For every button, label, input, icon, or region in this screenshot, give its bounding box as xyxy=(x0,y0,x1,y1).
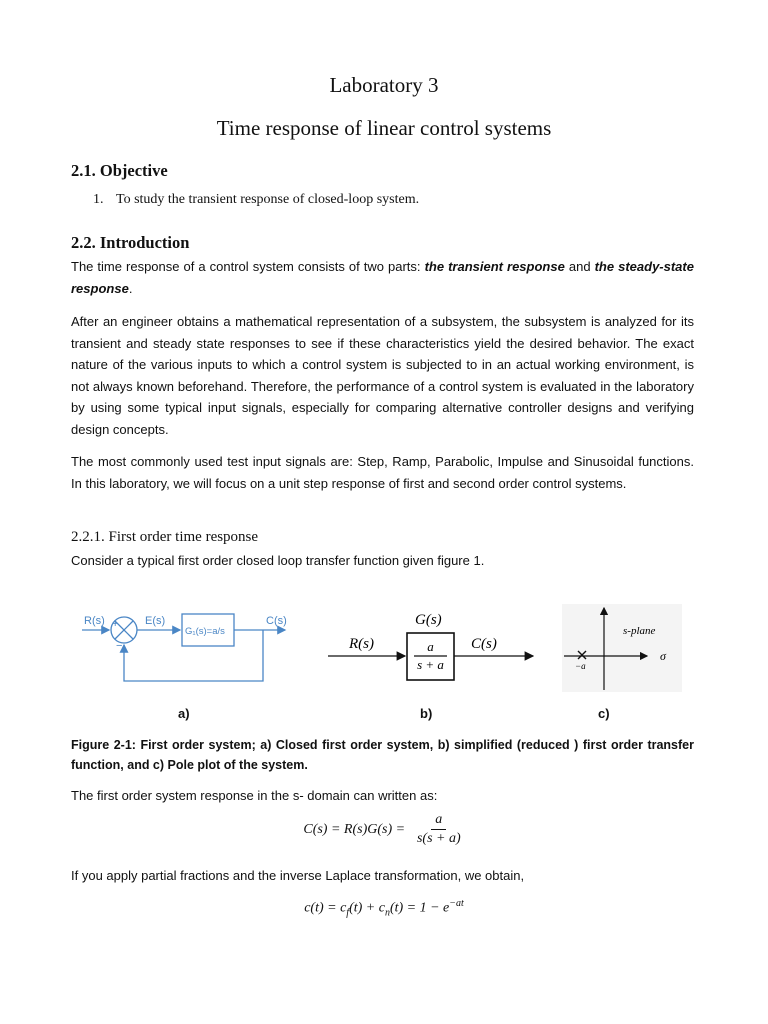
fig-b-numerator: a xyxy=(427,639,434,654)
s-domain-paragraph: The first order system response in the s- domain can written as: xyxy=(71,788,438,803)
figure-caption: Figure 2-1: First order system; a) Closed first order system, b) simplified (reduced ) first order transfer function, and c) Pole plot of the system. xyxy=(71,738,694,772)
objective-heading: 2.1. Objective xyxy=(71,161,168,180)
eq1-denominator: s(s + a) xyxy=(416,831,461,846)
objective-item-text: To study the transient response of closed-loop system. xyxy=(116,192,420,207)
objective-list-item xyxy=(93,192,419,208)
intro-paragraph-2: After an engineer obtains a mathematical representation of a subsystem, the subsystem is analyzed for its transient and steady state responses to see if these characteristics yield the desired behavior. The exact nature of the various inputs to which a control system is subjected to in an actual working environment, is not always known beforehand. Therefore, the performance of a control system is evaluated in the laboratory by using some typical input signals, especially for comparing alternative controller designs and verifying design concepts. xyxy=(71,314,694,437)
intro-p1-text: The time response of a control system consists of two parts: xyxy=(71,259,425,274)
svg-text:−: − xyxy=(116,640,123,652)
fig-b-input-label: R(s) xyxy=(349,636,374,652)
figure-b-reduced-block xyxy=(326,606,538,686)
fig-b-caption-label: b) xyxy=(420,706,433,721)
first-order-paragraph: Consider a typical first order closed loop transfer function given figure 1. xyxy=(71,553,485,568)
intro-p1-emphasis-transient: the transient response xyxy=(424,259,565,274)
page-title: Laboratory 3 xyxy=(329,73,439,97)
equation-cs xyxy=(0,812,768,847)
fig-b-denominator: s + a xyxy=(417,657,444,672)
fig-a-error-label: E(s) xyxy=(145,615,166,627)
eq2-sub-n: n xyxy=(384,907,390,919)
intro-p1-conjunction: and xyxy=(564,259,595,274)
laplace-paragraph: If you apply partial fractions and the inverse Laplace transformation, we obtain, xyxy=(71,868,525,883)
first-order-heading: 2.2.1. First order time response xyxy=(71,529,259,545)
eq2-part-1: c(t) = c xyxy=(304,900,347,916)
equation-ct xyxy=(0,898,768,918)
objective-item-number: 1. xyxy=(93,192,104,207)
fig-b-output-label: C(s) xyxy=(471,636,497,652)
svg-text:+: + xyxy=(112,618,119,630)
eq2-sub-f: f xyxy=(346,907,350,919)
fig-b-gain-label: G(s) xyxy=(415,612,442,628)
fig-c-pole-label: −a xyxy=(575,661,586,671)
eq2-part-2: (t) + c xyxy=(349,900,385,916)
intro-paragraph-1 xyxy=(71,256,694,299)
fig-a-input-label: R(s) xyxy=(84,615,105,627)
fig-c-plane-label: s-plane xyxy=(623,625,656,637)
fig-c-caption-label: c) xyxy=(598,706,610,721)
eq1-fraction xyxy=(413,812,465,847)
intro-paragraph-3: The most commonly used test input signals are: Step, Ramp, Parabolic, Impulse and Sinusoidal functions. In this laboratory, we will focus on a unit step response of first and second order control systems. xyxy=(71,454,694,491)
fig-a-caption-label: a) xyxy=(178,706,190,721)
fig-a-output-label: C(s) xyxy=(266,615,287,627)
figure-a-closed-loop-diagram xyxy=(76,605,292,690)
intro-p1-end: . xyxy=(128,280,133,296)
eq1-lhs: C(s) = R(s)G(s) = xyxy=(303,822,406,838)
fig-c-axis-label: σ xyxy=(660,649,666,663)
intro-p1-emphasis-steady: the steady-state response xyxy=(71,259,694,296)
figure-c-pole-plot xyxy=(562,604,682,692)
page-subtitle: Time response of linear control systems xyxy=(216,116,552,140)
fig-a-block-label: G₁(s)=a/s xyxy=(185,626,225,637)
eq2-part-3: (t) = 1 − e xyxy=(389,900,450,916)
introduction-heading: 2.2. Introduction xyxy=(71,233,190,252)
eq2-exponent: −at xyxy=(449,898,464,909)
eq1-numerator: a xyxy=(431,812,446,830)
